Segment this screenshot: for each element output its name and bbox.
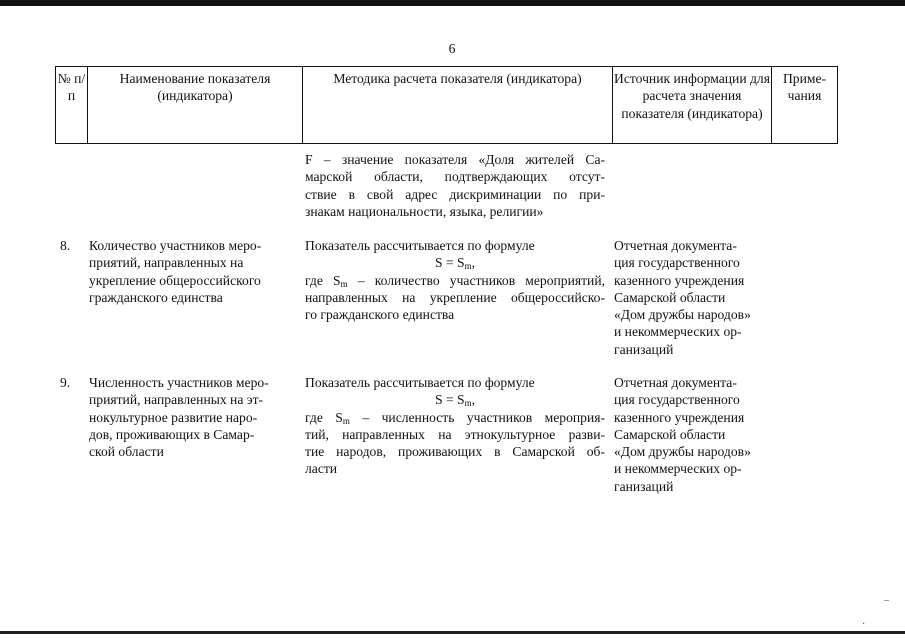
source-line: Самарской области	[614, 289, 726, 305]
top-border	[0, 0, 905, 6]
method-where	[305, 409, 605, 426]
method-where	[305, 272, 605, 289]
source-line: ганизаций	[614, 478, 674, 494]
name-line: гражданского единства	[89, 289, 223, 305]
row-8-name	[89, 237, 294, 306]
name-line: приятий, направленных на эт-	[89, 392, 264, 408]
row-9-method	[305, 374, 605, 478]
where-pre: где S	[305, 409, 343, 425]
continuation-line: знакам национальности, языка, религии»	[305, 203, 544, 219]
source-line: «Дом дружбы народов»	[614, 307, 751, 323]
source-line: казенного учреждения	[614, 409, 745, 425]
method-line: ласти	[305, 461, 338, 477]
where-subscript: m	[340, 278, 348, 289]
row-9-number: 9.	[60, 375, 71, 390]
source-line: ция государственного	[614, 255, 740, 271]
source-line: Отчетная документа-	[614, 238, 737, 253]
name-line: ской области	[89, 444, 164, 460]
formula-subscript: m	[464, 261, 472, 272]
name-line: приятий, направленных на	[89, 255, 244, 271]
name-line: укрепление общероссийского	[89, 272, 261, 288]
row-8-number: 8.	[60, 238, 71, 253]
where-post: – численность участников мероприя-	[349, 409, 606, 425]
source-line: ганизаций	[614, 341, 674, 357]
header-col-method: Методика расчета показателя (индикатора)	[303, 67, 613, 143]
where-subscript: m	[342, 415, 350, 426]
source-line: Отчетная документа-	[614, 375, 737, 390]
source-line: «Дом дружбы народов»	[614, 444, 751, 460]
method-line: тий, направленных на этнокультурное разви-	[305, 426, 605, 442]
continuation-line: F – значение показателя «Доля жителей Са-	[305, 152, 605, 167]
name-line: Количество участников меро-	[89, 238, 262, 253]
source-line: ция государственного	[614, 392, 740, 408]
method-line: тие народов, проживающих в Самарской об-	[305, 444, 605, 460]
method-line: направленных на укрепление общероссийско-	[305, 289, 605, 305]
source-line: и некоммерческих ор-	[614, 324, 742, 340]
table-header	[55, 66, 838, 144]
method-continuation	[305, 151, 605, 220]
bottom-border	[0, 631, 905, 634]
formula-tail: ,	[471, 255, 475, 271]
page-number: 6	[448, 41, 456, 56]
header-col-number: № п/п	[56, 67, 88, 143]
continuation-line: марской области, подтверждающих отсут-	[305, 169, 605, 185]
header-col-notes: Приме-чания	[782, 71, 827, 104]
source-line: и некоммерческих ор-	[614, 461, 742, 477]
source-line: Самарской области	[614, 426, 726, 442]
name-line: дов, проживающих в Самар-	[89, 426, 255, 442]
method-intro: Показатель рассчитывается по формуле	[305, 238, 535, 253]
continuation-line: ствие в свой адрес дискриминации по при-	[305, 186, 605, 202]
name-line: Численность участников меро-	[89, 375, 269, 390]
scan-mark: ·	[862, 619, 866, 630]
where-post: – количество участников мероприятий,	[347, 272, 605, 288]
row-8-source	[614, 237, 784, 358]
formula-main: S = S	[434, 255, 465, 271]
formula	[305, 391, 605, 408]
method-line: го гражданского единства	[305, 307, 455, 323]
formula-subscript: m	[464, 398, 472, 409]
formula-tail: ,	[471, 392, 475, 408]
header-col-source: Источник информации для расчета значения показателя (индикатора)	[613, 67, 772, 143]
row-9-source	[614, 374, 784, 495]
formula-main: S = S	[434, 392, 465, 408]
scan-mark: –	[884, 595, 889, 606]
row-8-method	[305, 237, 605, 323]
row-9-name	[89, 374, 294, 460]
method-intro: Показатель рассчитывается по формуле	[305, 375, 535, 390]
formula	[305, 254, 605, 271]
name-line: нокультурное развитие наро-	[89, 409, 258, 425]
source-line: казенного учреждения	[614, 272, 745, 288]
where-pre: где S	[305, 272, 341, 288]
header-col-name: Наименование показателя (индикатора)	[88, 67, 303, 143]
